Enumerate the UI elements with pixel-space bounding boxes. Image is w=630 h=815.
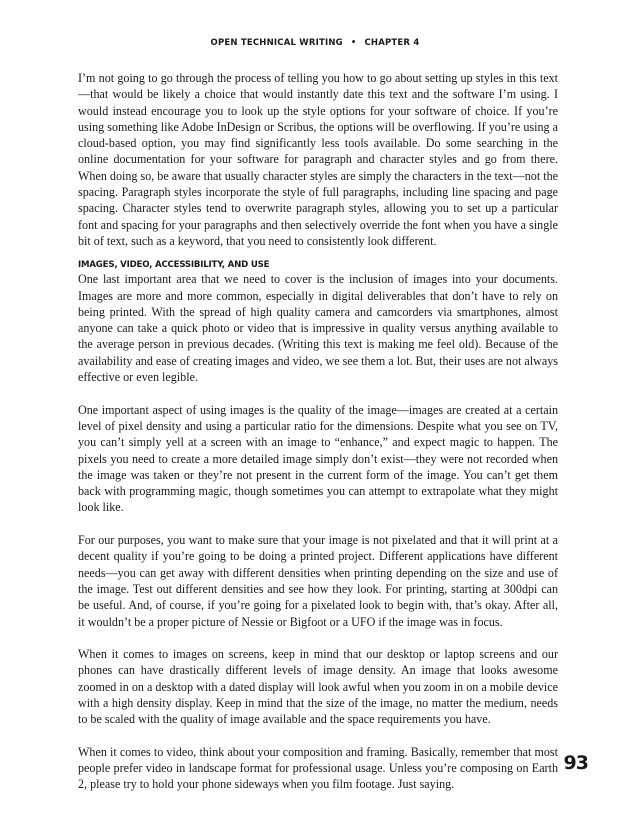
paragraph-images-intro: One last important area that we need to cover is the inclusion of images into your documents. Images are more and more common, especially in digital deliverables that don’t have to rely on being printed. With the spread of high quality camera and camcorders via smartphones, almost anyone can take a quick photo or video that is impressive in quality versus anything available to the average person in previous decades. (Writing this text is making me feel old). Because of the availability and ease of creating images and video, we see them a lot. But, their uses are not always effective or even legible.: [78, 272, 558, 385]
paragraph-screen-density: When it comes to images on screens, keep in mind that our desktop or laptop screens and our phones can have drastically different levels of image density. An image that looks awesome zoomed in on a desktop with a dated display will look awful when you zoom in on a mobile device with a high density display. Keep in mind that the size of the image, no matter the medium, needs to be scaled with the quality of image available and the space requirements you have.: [78, 647, 558, 727]
paragraph-image-quality: One important aspect of using images is the quality of the image—images are created at a certain level of pixel density and using a particular ratio for the dimensions. Despite what you see on TV, you can’t simply yell at a screen with an image to “enhance,” and expect magic to happen. The pixels you need to create a more detailed image simply don’t exist—they were not recorded when the image was taken or they’re not present in the current form of the image. You can’t get them back with programming magic, though sometimes you can attempt to extrapolate what they might look like.: [78, 402, 558, 515]
paragraph-print-density: For our purposes, you want to make sure that your image is not pixelated and that it will print at a decent quality if you’re going to be doing a printed project. Different applications have different needs—you can get away with different densities when printing depending on the size and use of the image. Test out different densities and see how they look. For printing, starting at 300dpi can be useful. And, of course, if you’re going for a pixelated look to begin with, that’s okay. After all, it wouldn’t be a proper picture of Nessie or Bigfoot or a UFO if the image was in focus.: [78, 533, 558, 629]
page-number: 93: [563, 752, 588, 774]
section-heading: IMAGES, VIDEO, ACCESSIBILITY, AND USE: [78, 260, 270, 271]
running-header: [0, 38, 630, 48]
paragraph-video: When it comes to video, think about your composition and framing. Basically, remember that most people prefer video in landscape format for professional usage. Unless you’re composing on Earth 2, please try to hold your phone sideways when you film footage. Just saying.: [78, 744, 558, 792]
page-body: [78, 70, 558, 793]
header-separator: •: [350, 38, 357, 48]
chapter-label: CHAPTER 4: [364, 38, 420, 48]
paragraph-styles-intro: I’m not going to go through the process of telling you how to go about setting up styles in this text—that would be likely a choice that would instantly date this text and the software I’m using. I would instead encourage you to look up the style options for your software of choice. If you’re using something like Adobe InDesign or Scribus, the options will be overflowing. If you’re using a cloud-based option, you may find significantly less tools available. Do some searching in the online documentation for your software for paragraph and character styles and go from there. When doing so, be aware that usually character styles are simply the characters in the text—not the spacing. Paragraph styles incorporate the style of full paragraphs, including line spacing and page spacing. Character styles tend to overwrite paragraph styles, allowing you to set up a particular font and spacing for your paragraphs and then selectively override the font when you have a single bit of text, such as a keyword, that you need to consistently look different.: [78, 71, 558, 248]
book-title: OPEN TECHNICAL WRITING: [210, 38, 343, 48]
